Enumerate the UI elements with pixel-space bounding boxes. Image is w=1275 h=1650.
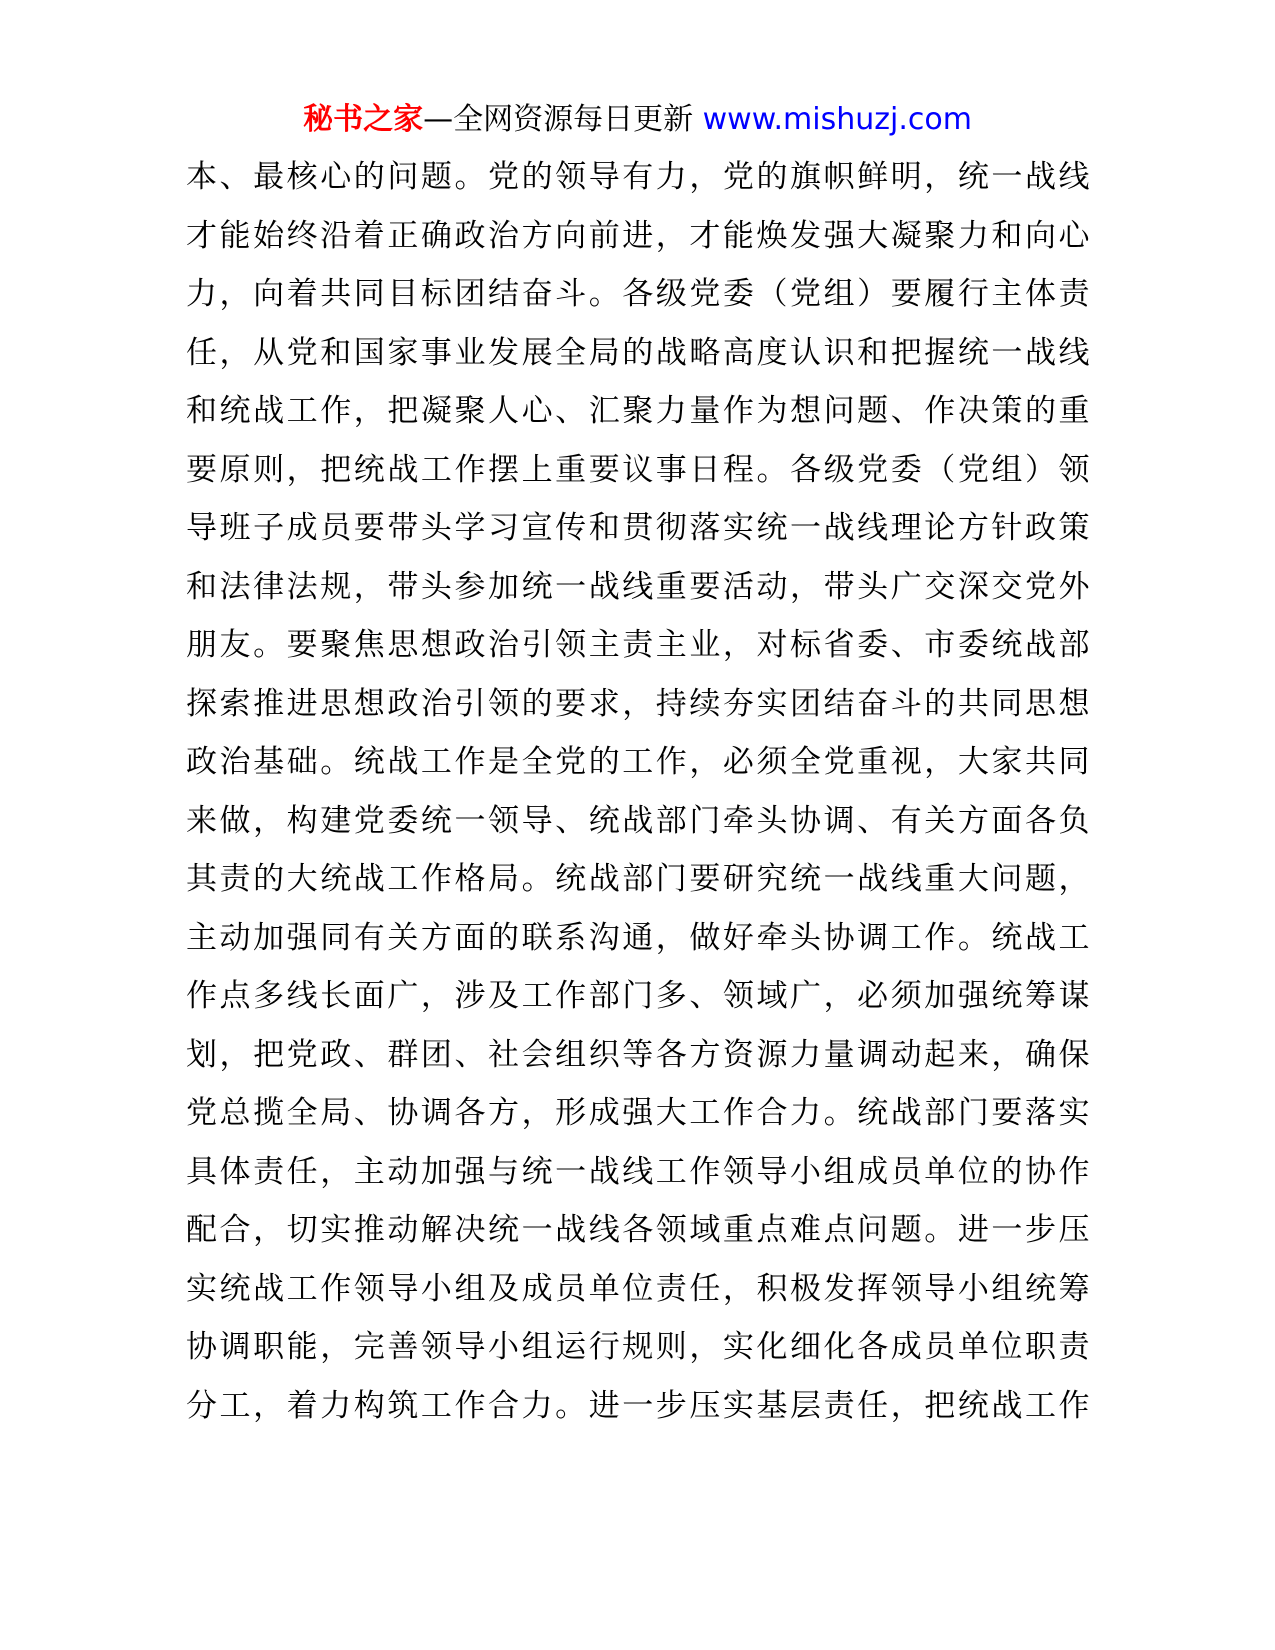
header-url-link[interactable]: www.mishuzj.com [702,102,972,137]
body-line: 来做，构建党委统一领导、统战部门牵头协调、有关方面各负 [186,802,1090,839]
body-line: 分工，着力构筑工作合力。进一步压实基层责任，把统战工作 [186,1387,1090,1424]
body-line: 其责的大统战工作格局。统战部门要研究统一战线重大问题， [186,861,1090,897]
body-line: 和法律法规，带头参加统一战线重要活动，带头广交深交党外 [186,568,1090,605]
body-line: 本、最核心的问题。党的领导有力，党的旗帜鲜明，统一战线 [186,159,1090,195]
body-line: 要原则，把统战工作摆上重要议事日程。各级党委（党组）领 [186,451,1090,488]
body-line: 具体责任，主动加强与统一战线工作领导小组成员单位的协作 [186,1153,1090,1190]
body-line: 作点多线长面广，涉及工作部门多、领域广，必须加强统筹谋 [186,978,1090,1014]
body-line: 朋友。要聚焦思想政治引领主责主业，对标省委、市委统战部 [186,627,1090,663]
body-line: 任，从党和国家事业发展全局的战略高度认识和把握统一战线 [186,334,1090,371]
page-header [0,96,1275,144]
body-line: 探索推进思想政治引领的要求，持续夯实团结奋斗的共同思想 [186,685,1090,722]
body-line: 划，把党政、群团、社会组织等各方资源力量调动起来，确保 [186,1036,1090,1073]
body-line: 导班子成员要带头学习宣传和贯彻落实统一战线理论方针政策 [186,510,1090,546]
body-line: 党总揽全局、协调各方，形成强大工作合力。统战部门要落实 [186,1095,1090,1131]
header-tagline: —全网资源每日更新 [423,102,694,137]
body-line: 力，向着共同目标团结奋斗。各级党委（党组）要履行主体责 [186,276,1090,312]
body-line: 主动加强同有关方面的联系沟通，做好牵头协调工作。统战工 [186,919,1090,956]
body-line: 实统战工作领导小组及成员单位责任，积极发挥领导小组统筹 [186,1270,1090,1307]
document-body [186,148,1090,1435]
body-line: 协调职能，完善领导小组运行规则，实化细化各成员单位职责 [186,1329,1090,1365]
body-line: 才能始终沿着正确政治方向前进，才能焕发强大凝聚力和向心 [186,217,1090,254]
header-brand: 秘书之家 [303,102,424,137]
body-line: 配合，切实推动解决统一战线各领域重点难点问题。进一步压 [186,1212,1090,1248]
body-line: 和统战工作，把凝聚人心、汇聚力量作为想问题、作决策的重 [186,393,1090,429]
body-line: 政治基础。统战工作是全党的工作，必须全党重视，大家共同 [186,744,1090,780]
